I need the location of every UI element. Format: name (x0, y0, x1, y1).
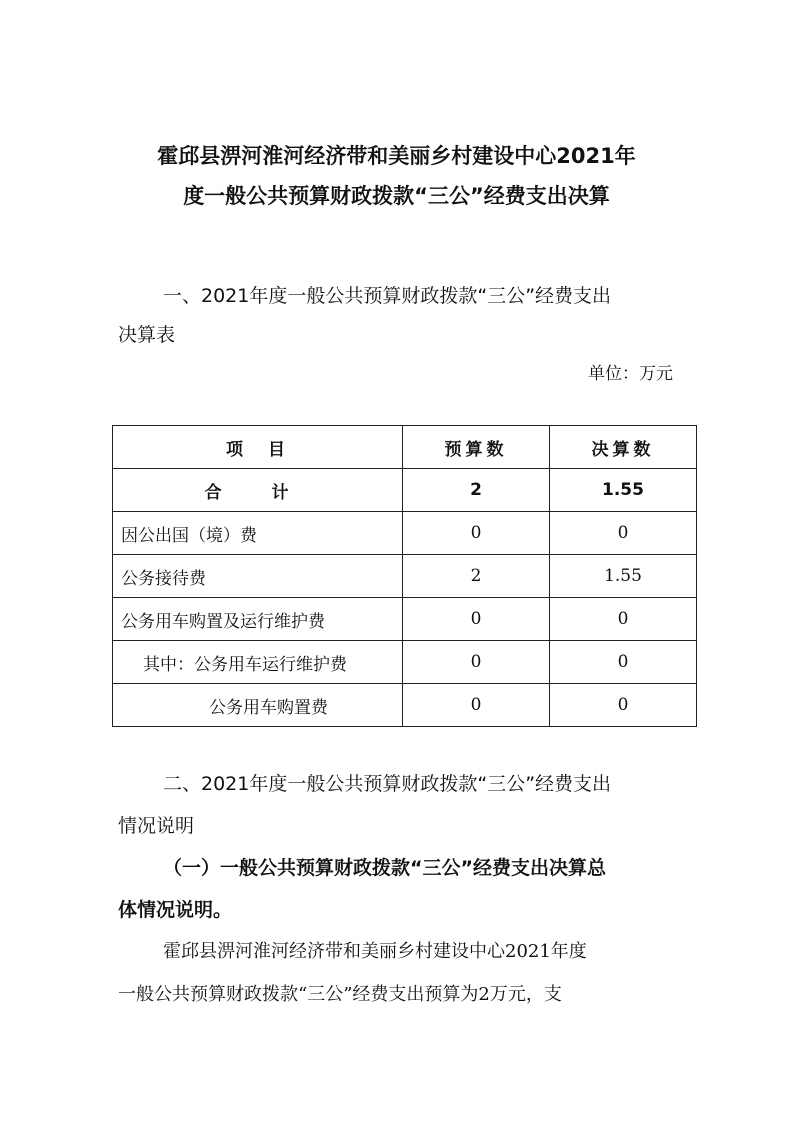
row-item: 其中：公务用车运行维护费 (113, 641, 403, 684)
section-1-heading-line-1: 一、2021年度一般公共预算财政拨款“三公”经费支出 (163, 285, 612, 307)
total-budget: 2 (403, 469, 550, 512)
row-item: 公务用车购置及运行维护费 (113, 598, 403, 641)
table-total-row (113, 469, 697, 512)
table-row (113, 684, 697, 727)
section-2-heading-line-2: 情况说明 (118, 815, 195, 837)
row-actual: 0 (550, 641, 697, 684)
page-title-line-2: 度一般公共预算财政拨款“三公”经费支出决算 (183, 184, 610, 208)
row-budget: 2 (403, 555, 550, 598)
row-actual: 0 (550, 512, 697, 555)
paragraph-line-2: 一般公共预算财政拨款“三公”经费支出预算为2万元，支 (118, 984, 562, 1005)
table-row (113, 555, 697, 598)
table-row (113, 641, 697, 684)
unit-label: 单位：万元 (588, 364, 673, 384)
header-item: 项 目 (113, 426, 403, 469)
row-actual: 1.55 (550, 555, 697, 598)
row-budget: 0 (403, 512, 550, 555)
total-actual: 1.55 (550, 469, 697, 512)
table-row (113, 598, 697, 641)
header-actual: 决算数 (550, 426, 697, 469)
row-actual: 0 (550, 598, 697, 641)
table-row (113, 512, 697, 555)
paragraph-line-1: 霍邱县淠河淮河经济带和美丽乡村建设中心2021年度 (163, 941, 587, 962)
row-item: 公务用车购置费 (113, 684, 403, 727)
expense-table (112, 425, 697, 727)
header-budget: 预算数 (403, 426, 550, 469)
section-2-heading-line-1: 二、2021年度一般公共预算财政拨款“三公”经费支出 (163, 773, 612, 795)
row-item: 公务接待费 (113, 555, 403, 598)
subsection-1-heading-line-2: 体情况说明。 (118, 899, 233, 921)
row-budget: 0 (403, 684, 550, 727)
subsection-1-heading-line-1: （一）一般公共预算财政拨款“三公”经费支出决算总 (163, 857, 606, 879)
section-1-heading-line-2: 决算表 (118, 324, 176, 346)
row-actual: 0 (550, 684, 697, 727)
row-budget: 0 (403, 641, 550, 684)
row-item: 因公出国（境）费 (113, 512, 403, 555)
row-budget: 0 (403, 598, 550, 641)
table-header-row (113, 426, 697, 469)
page-title-line-1: 霍邱县淠河淮河经济带和美丽乡村建设中心2021年 (157, 144, 636, 168)
total-label: 合 计 (113, 469, 403, 512)
